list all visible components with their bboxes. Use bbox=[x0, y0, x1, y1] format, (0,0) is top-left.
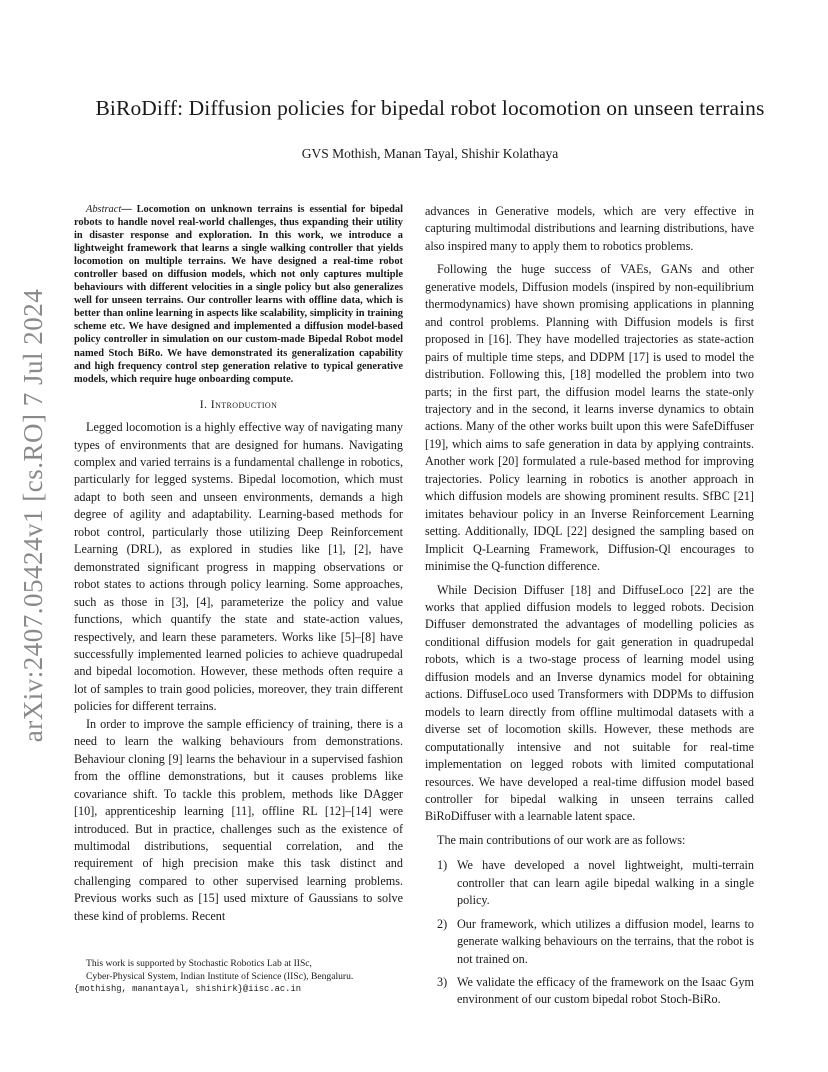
arxiv-identifier-text: arXiv:2407.05424v1 [cs.RO] 7 Jul 2024 bbox=[18, 288, 49, 742]
intro-paragraph-1: Legged locomotion is a highly effective way of navigating many types of environments that are designed for humans. Navigating complex and varied terrains is a fundamental challenge in robotics, particularly for legged systems. Bipedal locomotion, which must adapt to both seen and unseen environments, demands a high degree of agility and adaptability. Learning-based methods for robot control, particularly those utilizing Deep Reinforcement Learning (DRL), as explored in studies like [1], [2], have demonstrated significant progress in mapping observations or robot states to actions through policy learning. Some approaches, such as those in [3], [4], parameterize the policy and value functions, which quantify the state and state-action values, respectively, and learn these parameters. Works like [5]–[8] have successfully implemented learned policies to achieve quadrupedal and bipedal locomotion. However, these methods often require a lot of samples to train good policies, moreover, they train different policies for different terrains. bbox=[74, 420, 403, 714]
intro-paragraph-2: In order to improve the sample efficiency of training, there is a need to learn the walking behaviours from demonstrations. Behaviour cloning [9] learns the behaviour in a supervised fashion from the offline demonstrations, but it causes problems like covariance shift. To tackle this problem, methods like DAgger [10], apprenticeship learning [11], offline RL [12]–[14] were introduced. But in practice, challenges such as the existence of multimodal distributions, sequential correlation, and the requirement of high precision make this task distinct and challenging compared to other supervised learning problems. Previous works such as [15] used mixture of Gaussians to solve these kind of problems. Recent bbox=[74, 716, 403, 923]
contribution-item bbox=[425, 974, 754, 1009]
abstract-lead: Abstract bbox=[86, 204, 122, 215]
contribution-item bbox=[425, 857, 754, 909]
arxiv-identifier-stamp bbox=[14, 288, 54, 742]
contribution-text: We have developed a novel lightweight, multi-terrain controller that can learn agile bipedal walking in a single policy. bbox=[457, 858, 754, 908]
contribution-text: We validate the efficacy of the framework on the Isaac Gym environment of our custom bipedal robot Stoch-BiRo. bbox=[457, 975, 754, 1007]
contribution-number: 2) bbox=[437, 916, 448, 931]
paper-title: BiRoDiff: Diffusion policies for bipedal robot locomotion on unseen terrains bbox=[95, 96, 765, 120]
abstract-body: — Locomotion on unknown terrains is essential for bipedal robots to handle novel real-world challenges, thus expanding their utility in disaster response and exploration. In this work, we introduce a lightweight framework that learns a single walking controller that yields locomotion on multiple terrains. We have designed a real-time robot controller based on diffusion models, which not only captures multiple behaviours with different velocities in a single policy but also generalizes well for unseen terrains. Our controller learns with offline data, which is better than online learning in aspects like scalability, simplicity in training scheme etc. We have designed and implemented a diffusion model-based policy controller in simulation on our custom-made Bipedal Robot model named Stoch BiRo. We have demonstrated its generalization capability and high frequency control step generation relative to typical generative models, which require huge onboarding compute. bbox=[74, 204, 403, 385]
left-column bbox=[74, 203, 403, 925]
intro-paragraph-5: While Decision Diffuser [18] and DiffuseLoco [22] are the works that applied diffusion models to legged robots. Decision Diffuser demonstrated the advantages of modelling policies as conditional diffusion models for gait generation in quadrupedal robots, which is a two-stage process of learning model using diffusion models and an Inverse dynamics model for obtaining actions. DiffuseLoco used Transformers with DDPMs to diffusion models to learn directly from offline multimodal datasets with a diverse set of locomotion skills. However, these methods are computationally intensive and not suitable for real-time implementation on legged robots with limited computational resources. We have developed a real-time diffusion model based controller for bipedal walking in unseen terrains called BiRoDiffuser with a learnable latent space. bbox=[425, 582, 754, 824]
contributions-intro: The main contributions of our work are as follows: bbox=[437, 832, 686, 847]
section-title: Introduction bbox=[210, 396, 278, 411]
footnote bbox=[74, 958, 409, 996]
paper-authors: GVS Mothish, Manan Tayal, Shishir Kolathaya bbox=[301, 146, 559, 161]
footnote-support: This work is supported by Stochastic Robotics Lab at IISc, bbox=[86, 958, 312, 969]
section-number: I. bbox=[199, 396, 208, 411]
abstract bbox=[74, 203, 403, 386]
contribution-item bbox=[425, 916, 754, 968]
intro-paragraph-4: Following the huge success of VAEs, GANs and other generative models, Diffusion models (inspired by non-equilibrium thermodynamics) have shown promising applications in planning and control problems. Planning with Diffusion models is first proposed in [16]. They have modelled trajectories as state-action pairs of multiple time steps, and DDPM [17] is used to model the distribution. Following this, [18] modelled the problem into two parts; in the first part, the diffusion model learns the state-only trajectory and in the second, it learns inverse dynamics to obtain actions. Many of the other works built upon this were SafeDiffuser [19], which aims to safe generation in data by applying contraints. Another work [20] formulated a rule-based method for improving trajectories. Policy learning in robotics is another approach in which diffusion models are showing prominent results. SfBC [21] imitates behaviour policy in an Inverse Reinforcement Learning setting. Additionally, IDQL [22] designed the sampling based on Implicit Q-Learning Framework, Diffusion-Ql encourages to minimise the Q-function difference. bbox=[425, 262, 754, 574]
intro-paragraph-3: advances in Generative models, which are very effective in capturing multimodal distributions and learning distributions, have also inspired many to apply them to robotics problems. bbox=[425, 204, 754, 253]
footnote-emails: {mothishg, manantayal, shishirk}@iisc.ac.in bbox=[74, 984, 301, 995]
footnote-affiliation: Cyber-Physical System, Indian Institute of Science (IISc), Bengaluru. bbox=[86, 970, 354, 982]
contribution-number: 1) bbox=[437, 858, 448, 873]
contribution-number: 3) bbox=[437, 975, 448, 990]
section-heading-introduction bbox=[74, 396, 403, 413]
contributions-list bbox=[425, 857, 754, 1009]
right-column bbox=[425, 203, 754, 1015]
contribution-text: Our framework, which utilizes a diffusion model, learns to generate walking behaviours on the terrains, that the robot is not trained on. bbox=[457, 916, 754, 966]
